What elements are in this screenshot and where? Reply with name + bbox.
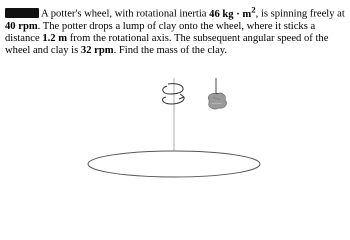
problem-text-1: A potter's wheel, with rotational inertia [41, 8, 210, 20]
problem-text-3: . The potter drops a lump of clay onto the wheel, where it sticks a distance [5, 20, 316, 44]
distance-value: 1.2 m [42, 32, 68, 44]
problem-text-5: . Find the mass of the clay. [113, 44, 228, 56]
final-speed-value: 32 rpm [80, 44, 114, 56]
initial-speed-value: 40 rpm [5, 20, 38, 32]
clay-lump-icon [208, 93, 226, 109]
inertia-exponent: 2 [251, 4, 256, 14]
rotational-inertia-value: 46 kg · $m^2$ [209, 4, 256, 20]
problem-text-2: , is spinning freely at [255, 8, 345, 20]
rotation-arrow-icon [163, 84, 185, 104]
problem-text-4: from the rotational axis. The subsequent angular speed of the wheel and clay is [5, 32, 329, 56]
wheel-disc [88, 151, 260, 177]
